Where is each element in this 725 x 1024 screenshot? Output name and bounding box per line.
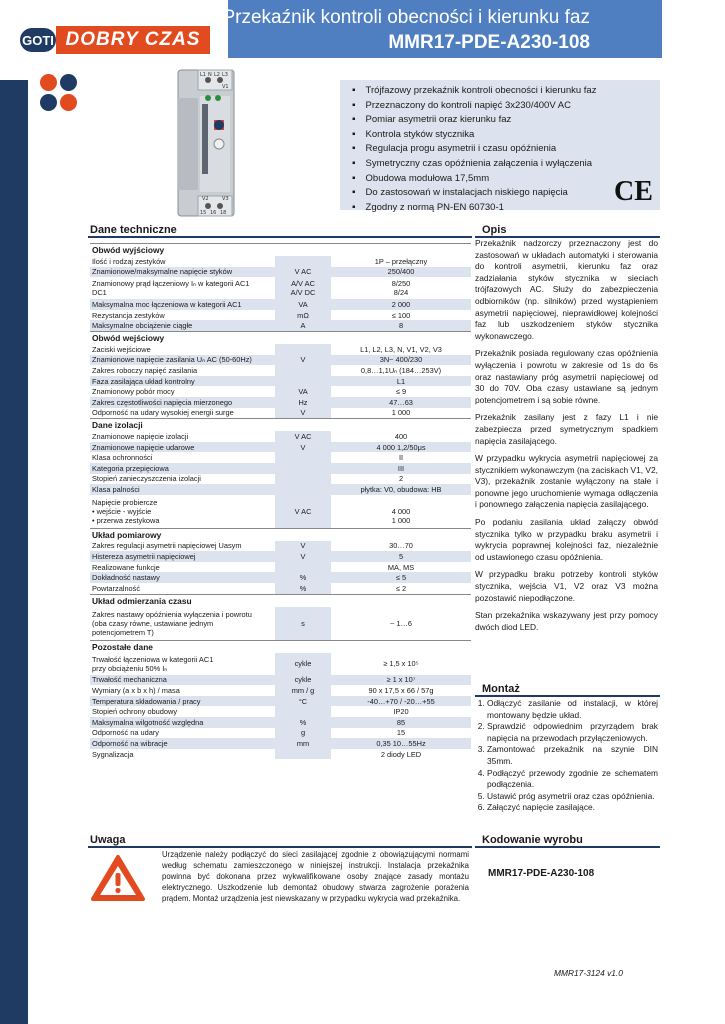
- spec-value: ~ 1…6: [390, 618, 412, 628]
- spec-row: [90, 572, 471, 583]
- section-montaz-title: Montaż: [482, 683, 520, 695]
- spec-param: Odporność na udary wysokiej energii surge: [92, 408, 234, 418]
- spec-unit: V: [275, 408, 331, 419]
- spec-param: Sygnalizacja: [92, 749, 134, 759]
- spec-unit: %: [275, 717, 331, 728]
- spec-group-header: [90, 528, 471, 541]
- decorative-dots: [40, 74, 78, 114]
- spec-param: Zakres regulacji asymetrii napięciowej Uasym: [92, 541, 242, 551]
- section-kod-title: Kodowanie wyrobu: [482, 834, 583, 846]
- section-tech-title: Dane techniczne: [90, 224, 177, 236]
- feature-item: ▪ Obudowa modułowa 17,5mm: [352, 172, 660, 187]
- spec-row: [90, 495, 471, 529]
- spec-row: [90, 541, 471, 552]
- spec-row: [90, 583, 471, 594]
- spec-unit: V: [275, 442, 331, 453]
- logo-text: DOBRY CZAS: [56, 26, 210, 54]
- spec-param: Zakres roboczy napięć zasilania: [92, 365, 198, 375]
- spec-value: IP20: [393, 707, 409, 717]
- spec-value: II: [398, 453, 404, 463]
- spec-param: Maksymalna wilgotność względna: [90, 717, 275, 728]
- feature-item: ▪ Przeznaczony do kontroli napięć 3x230/400V AC: [352, 99, 660, 114]
- spec-unit: [275, 365, 331, 376]
- feature-item: ▪ Regulacja progu asymetrii i czasu opóźnienia: [352, 142, 660, 157]
- spec-param: Powtarzalność: [92, 583, 141, 593]
- spec-unit: V AC: [275, 431, 331, 442]
- spec-value: 90 x 17,5 x 66 / 57g: [368, 686, 434, 696]
- spec-unit: %: [275, 583, 331, 594]
- spec-row: [90, 728, 471, 739]
- spec-param: Zakres częstotliwości napięcia mierzonego: [90, 397, 275, 408]
- spec-group-title: Dane izolacji: [90, 419, 471, 432]
- brand-logo: [18, 26, 210, 54]
- spec-param: Temperatura składowania / pracy: [90, 696, 275, 707]
- spec-unit: Hz: [275, 397, 331, 408]
- spec-unit: s: [275, 607, 331, 641]
- spec-row: [90, 355, 471, 366]
- spec-group-title: Układ odmierzania czasu: [90, 594, 471, 607]
- section-divider: [88, 846, 472, 848]
- spec-param: Znamionowe napięcie udarowe: [90, 442, 275, 453]
- spec-row: [90, 344, 471, 355]
- spec-param: Dokładność nastawy: [90, 572, 275, 583]
- spec-param: Napięcie probiercze • wejście - wyjście • przerwa zestykowa: [92, 497, 160, 525]
- document-version: MMR17-3124 v1.0: [554, 968, 623, 978]
- spec-unit: [275, 474, 331, 485]
- spec-unit: cykle: [275, 675, 331, 686]
- description-paragraph: Przekaźnik nadzorczy przeznaczony jest do zastosowań w układach automatyki i sterowania do kontroli asymetrii, kierunku faz oraz zadziałania styków stycznika w sieciach trójfazowych AC. Służy do zabezpieczenia odbiorników (np. silników) przed wystąpieniem asymetrii napięciowej, nieprawidłowej kolejności faz lub uszkodzeniem styków stycznika wykonawczego.: [475, 238, 658, 341]
- feature-item: ▪ Trójfazowy przekaźnik kontroli obecności i kierunku faz: [352, 84, 660, 99]
- description-paragraph: Po podaniu zasilania układ załączy obwód stycznika tylko w przypadku braku asymetrii i wykrycia poprawnej kolejności faz, niezależnie od ustawionego czasu opóźnienia.: [475, 517, 658, 562]
- header-band: [222, 0, 662, 58]
- description-paragraph: W przypadku wykrycia asymetrii napięciowej za stycznikiem wykonawczym (na zaciskach V1, V2, V3), przekaźnik zostanie wyłączony na stałe i ponowne jego uruchomienie wymaga odłączenia i ponownego załączenia napięcia zasilającego.: [475, 453, 658, 510]
- spec-value: ≤ 5: [331, 572, 471, 583]
- description-paragraph: Przekaźnik zasilany jest z fazy L1 i nie zabezpiecza przed symetrycznym spadkiem napięcia zasilającego.: [475, 412, 658, 446]
- spec-row: [90, 431, 471, 442]
- spec-param: Stopień zanieczyszczenia izolacji: [92, 474, 201, 484]
- spec-param: Trwałość mechaniczna: [90, 675, 275, 686]
- spec-param: Realizowane funkcje: [92, 562, 160, 572]
- spec-table: [90, 243, 471, 759]
- spec-unit: [275, 344, 331, 355]
- device-label: 18: [220, 210, 227, 216]
- spec-value: 1P – przełączny: [374, 256, 428, 266]
- spec-unit: mΩ: [275, 310, 331, 321]
- spec-param: Histereza asymetrii napięciowej: [90, 551, 275, 562]
- spec-unit: VA: [275, 386, 331, 397]
- spec-unit: A: [275, 320, 331, 331]
- spec-unit: V: [275, 551, 331, 562]
- spec-param: Ilość i rodzaj zestyków: [92, 256, 166, 266]
- feature-item: ▪ Do zastosowań w instalacjach niskiego napięcia: [352, 186, 660, 201]
- left-accent-bar: [0, 80, 28, 1024]
- spec-unit: g: [275, 728, 331, 739]
- spec-value: 5: [331, 551, 471, 562]
- spec-row: [90, 685, 471, 696]
- section-opis-title: Opis: [482, 224, 507, 236]
- spec-unit: [275, 562, 331, 573]
- spec-unit: V: [275, 355, 331, 366]
- spec-param: Maksymalna moc łączeniowa w kategorii AC1: [90, 299, 275, 310]
- spec-row: [90, 474, 471, 485]
- feature-box: [340, 80, 660, 213]
- spec-value: 2: [398, 474, 404, 484]
- spec-row: [90, 706, 471, 717]
- spec-param: Znamionowy pobór mocy: [92, 387, 175, 397]
- spec-row: [90, 365, 471, 376]
- installation-step: 2. Sprawdzić odpowiednim przyrządem brak napięcia na przewodach przyłączeniowych.: [487, 721, 658, 744]
- dot-orange-icon: [60, 94, 77, 111]
- spec-unit: VA: [275, 299, 331, 310]
- spec-value: 15: [396, 728, 406, 738]
- spec-unit: [275, 376, 331, 387]
- spec-value: ≥ 1,5 x 10⁵: [383, 659, 419, 669]
- spec-row: [90, 277, 471, 299]
- spec-row: [90, 376, 471, 387]
- spec-unit: [275, 749, 331, 760]
- spec-value: ≤ 2: [395, 583, 407, 593]
- spec-row: [90, 256, 471, 267]
- spec-unit: [275, 256, 331, 267]
- spec-value: płytka: V0, obudowa: HB: [331, 484, 471, 495]
- spec-value: 2 diody LED: [380, 749, 422, 759]
- spec-group-header: [90, 331, 471, 344]
- spec-group-header: [90, 594, 471, 607]
- spec-unit: [275, 484, 331, 495]
- spec-value: 250/400: [331, 267, 471, 278]
- spec-group-title: Obwód wejściowy: [90, 331, 471, 344]
- spec-row: [90, 320, 471, 331]
- spec-value: 400: [394, 431, 408, 441]
- spec-param: Znamionowy prąd łączeniowy Iₙ w kategorii AC1 DC1: [92, 279, 250, 298]
- spec-value: 4 000 1,2/50μs: [331, 442, 471, 453]
- feature-item: ▪ Symetryczny czas opóźnienia załączenia i wyłączenia: [352, 157, 660, 172]
- spec-unit: [275, 706, 331, 717]
- installation-steps: [475, 698, 658, 814]
- feature-item: ▪ Kontrola styków stycznika: [352, 128, 660, 143]
- spec-row: [90, 484, 471, 495]
- spec-group-header: [90, 244, 471, 257]
- spec-row: [90, 442, 471, 453]
- device-label: 16: [210, 210, 217, 216]
- spec-value: L1: [331, 376, 471, 387]
- description-paragraph: Przekaźnik posiada regulowany czas opóźnienia wyłączenia i powrotu w zakresie od 1s do 6s oraz nastawiany próg asymetrii napięciowej od 30 do 70V. Oba czasy ustawiane są jednym potencjometrem i są sobie równe.: [475, 348, 658, 405]
- feature-item: ▪ Zgodny z normą PN-EN 60730-1: [352, 201, 660, 216]
- warning-text: Urządzenie należy podłączyć do sieci zasilającej zgodnie z obowiązującymi normami według schematu zamieszczonego w niniejszej instrukcji. Instalacja przekaźnika powinna być dokonana przez wykwalifikowane osoby znające zasady montażu elektrycznego. Uszkodzenie lub demontaż obudowy stwarza zagrożenie porażenia prądem. Montaż urządzenia jest niewskazany w przypadku wykrycia wad przekaźnika.: [162, 850, 469, 903]
- spec-value: 1 000: [391, 408, 411, 418]
- spec-row: [90, 653, 471, 675]
- spec-param: Kategoria przepięciowa: [90, 463, 275, 474]
- device-label: V3: [222, 196, 229, 202]
- model-title: MMR17-PDE-A230-108: [388, 32, 590, 53]
- installation-step: 1. Odłączyć zasilanie od instalacji, w której montowany będzie układ.: [487, 698, 658, 721]
- section-divider: [475, 695, 660, 697]
- spec-value: 0,35 10…55Hz: [331, 738, 471, 749]
- spec-group-title: Układ pomiarowy: [90, 528, 471, 541]
- description-text: [475, 238, 658, 639]
- feature-list: [340, 80, 660, 215]
- spec-param: Stopień ochrony obudowy: [92, 707, 178, 717]
- spec-value: III: [331, 463, 471, 474]
- spec-value: ≤ 9: [395, 387, 407, 397]
- spec-row: [90, 267, 471, 278]
- spec-unit: V AC: [275, 267, 331, 278]
- spec-value: 2 000: [331, 299, 471, 310]
- warning-icon: [90, 853, 146, 903]
- spec-row: [90, 551, 471, 562]
- spec-unit: V AC: [275, 495, 331, 529]
- spec-param: Klasa ochronności: [92, 453, 153, 463]
- spec-row: [90, 607, 471, 641]
- spec-unit: cykle: [275, 653, 331, 675]
- spec-value: L1, L2, L3, N, V1, V2, V3: [360, 344, 442, 354]
- spec-value: 8: [331, 320, 471, 331]
- spec-unit: [275, 452, 331, 463]
- device-label: L3: [222, 72, 228, 78]
- spec-row: [90, 562, 471, 573]
- spec-param: Trwałość łączeniowa w kategorii AC1 przy obciążeniu 50% Iₙ: [92, 654, 214, 673]
- spec-value: ≤ 100: [391, 310, 411, 320]
- spec-param: Odporność na udary: [92, 728, 159, 738]
- spec-row: [90, 408, 471, 419]
- spec-group-header: [90, 419, 471, 432]
- spec-param: Znamionowe napięcie izolacji: [92, 431, 189, 441]
- device-label: V1: [222, 84, 229, 90]
- spec-group-title: Pozostałe dane: [90, 640, 471, 653]
- section-divider: [475, 846, 660, 848]
- page-title: Przekaźnik kontroli obecności i kierunku faz: [222, 7, 590, 28]
- spec-group-header: [90, 640, 471, 653]
- ce-mark-icon: CE: [614, 176, 653, 207]
- spec-param: Znamionowe/maksymalne napięcie styków: [90, 267, 275, 278]
- spec-row: [90, 696, 471, 707]
- spec-value: 47…63: [331, 397, 471, 408]
- spec-value: 8/250 8/24: [391, 279, 411, 298]
- spec-group-title: Obwód wyjściowy: [90, 244, 471, 257]
- spec-param: Rezystancja zestyków: [92, 310, 165, 320]
- spec-unit: mm / g: [275, 685, 331, 696]
- device-label: 15: [200, 210, 207, 216]
- spec-row: [90, 386, 471, 397]
- dot-orange-icon: [40, 74, 57, 91]
- section-uwaga-title: Uwaga: [90, 834, 126, 846]
- spec-value: 3N~ 400/230: [331, 355, 471, 366]
- spec-param: Zakres nastawy opóźnienia wyłączenia i powrotu (oba czasy równe, ustawiane jednym potencjometrem T): [92, 609, 252, 637]
- logo-mark: GOTI: [18, 26, 58, 54]
- product-image: [170, 68, 242, 218]
- spec-param: Klasa palności: [90, 484, 275, 495]
- installation-step: 6. Załączyć napięcie zasilające.: [487, 802, 658, 814]
- dot-navy-icon: [40, 94, 57, 111]
- spec-value: 85: [331, 717, 471, 728]
- device-label: L2: [214, 72, 220, 78]
- dot-navy-icon: [60, 74, 77, 91]
- spec-value: 4 000 1 000: [391, 506, 411, 525]
- spec-row: [90, 717, 471, 728]
- spec-value: MA, MS: [387, 562, 415, 572]
- spec-param: Faza zasilająca układ kontrolny: [90, 376, 275, 387]
- spec-unit: A/V AC A/V DC: [275, 277, 331, 299]
- section-divider: [88, 236, 472, 238]
- spec-param: Odporność na wibracje: [90, 738, 275, 749]
- device-label: L1: [200, 72, 206, 78]
- spec-value: 0,8…1,1Uₙ (184…253V): [360, 365, 442, 375]
- spec-param: Maksymalne obciążenie ciągłe: [90, 320, 275, 331]
- spec-row: [90, 675, 471, 686]
- spec-value: 30…70: [389, 541, 413, 551]
- spec-row: [90, 463, 471, 474]
- spec-row: [90, 397, 471, 408]
- spec-row: [90, 738, 471, 749]
- device-label: V2: [202, 196, 209, 202]
- spec-param: Zaciski wejściowe: [92, 344, 151, 354]
- spec-row: [90, 749, 471, 760]
- spec-value: -40…+70 / -20…+55: [331, 696, 471, 707]
- spec-row: [90, 452, 471, 463]
- spec-unit: mm: [275, 738, 331, 749]
- spec-unit: °C: [275, 696, 331, 707]
- installation-step: 4. Podłączyć przewody zgodnie ze schematem podłączenia.: [487, 768, 658, 791]
- installation-step: 3. Zamontować przekaźnik na szynie DIN 35mm.: [487, 744, 658, 767]
- installation-step: 5. Ustawić próg asymetrii oraz czas opóźnienia.: [487, 791, 658, 803]
- spec-value: ≥ 1 x 10⁷: [331, 675, 471, 686]
- spec-row: [90, 310, 471, 321]
- spec-unit: %: [275, 572, 331, 583]
- spec-param: Wymiary (a x b x h) / masa: [92, 686, 180, 696]
- spec-unit: [275, 463, 331, 474]
- spec-param: Znamionowe napięcie zasilania Uₙ AC (50-60Hz): [90, 355, 275, 366]
- feature-item: ▪ Pomiar asymetrii oraz kierunku faz: [352, 113, 660, 128]
- description-paragraph: Stan przekaźnika wskazywany jest przy pomocy dwóch diod LED.: [475, 610, 658, 632]
- product-code: MMR17-PDE-A230-108: [488, 868, 595, 879]
- description-paragraph: W przypadku braku potrzeby kontroli styków stycznika, wejścia V1, V2 oraz V3 można pozostawić niepodłączone.: [475, 569, 658, 603]
- spec-unit: V: [275, 541, 331, 552]
- spec-row: [90, 299, 471, 310]
- device-label: N: [208, 72, 212, 78]
